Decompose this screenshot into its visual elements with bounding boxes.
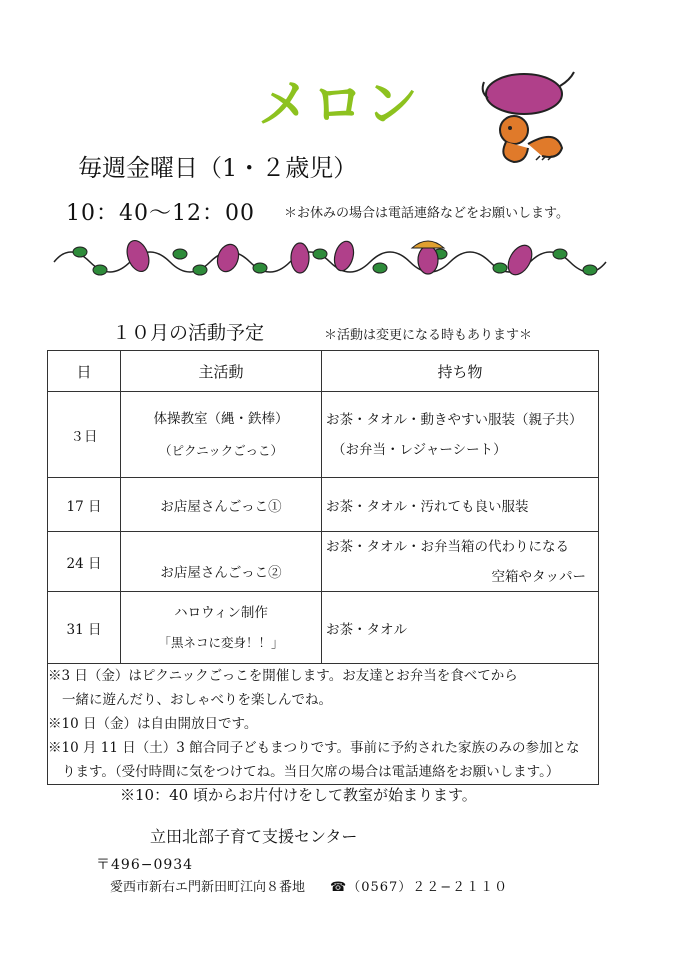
zip-code: 〒496−0934 [96,857,194,873]
row-activity [121,392,322,478]
activity-text: ハロウィン制作 [174,604,268,621]
activity-subtext: （ピクニックごっこ） [158,442,283,458]
squirrel-sweet-potato-illustration [478,68,578,168]
plan-note: ＊活動は変更になる時もあります＊ [324,328,533,343]
row-items [322,392,599,478]
items-subtext: （お弁当・レジャーシート） [332,441,507,458]
notes-cell [48,664,599,785]
row-items: お茶・タオル [322,592,599,664]
table-row [48,392,599,478]
schedule-table [47,350,599,785]
row-day: 17 日 [48,478,121,532]
time-range: 10：40〜12：00 [66,201,255,226]
items-subtext: 空箱やタッパー [491,568,586,585]
activity-text: 体操教室（縄・鉄棒） [153,410,289,427]
row-day: 31 日 [48,592,121,664]
note-line: ※3 日（金）はピクニックごっこを開催します。お友達とお弁当を食べてから [48,668,518,684]
absence-note: ＊お休みの場合は電話連絡などをお願いします。 [284,206,569,221]
phone-number: ☎（0567）２２−２１１０ [330,880,509,895]
table-notes-row [48,664,599,785]
page-title: メロン [257,75,420,135]
row-activity: お店屋さんごっこ② [121,532,322,592]
header-items: 持ち物 [322,351,599,392]
row-items [322,532,599,592]
closing-note: ※10：40 頃からお片付けをして教室が始まります。 [120,786,477,804]
subtitle: 毎週金曜日（1・２歳児） [78,154,358,182]
row-day: ３日 [48,392,121,478]
header-activity: 主活動 [121,351,322,392]
table-row [48,532,599,592]
note-line: ※10 日（金）は自由開放日です。 [48,716,258,732]
note-line: 一緒に遊んだり、おしゃべりを楽しんでね。 [62,692,332,708]
address: 愛西市新右エ門新田町江向８番地 [110,880,306,895]
table-row [48,592,599,664]
decorative-vine-border [50,232,610,286]
row-activity: お店屋さんごっこ① [121,478,322,532]
table-row [48,478,599,532]
note-line: ります。（受付時間に気をつけてね。当日欠席の場合は電話連絡をお願いします。） [62,764,560,780]
row-day: 24 日 [48,532,121,592]
table-header-row [48,351,599,392]
items-text: お茶・タオル・動きやすい服装（親子共） [326,411,583,428]
row-activity [121,592,322,664]
row-items: お茶・タオル・汚れても良い服装 [322,478,599,532]
items-text: お茶・タオル・お弁当箱の代わりになる [326,538,569,555]
plan-heading: １０月の活動予定 [112,322,265,344]
header-day: 日 [48,351,121,392]
note-line: ※10 月 11 日（土）3 館合同子どもまつりです。事前に予約された家族のみの参加とな [48,740,580,756]
activity-subtext: 「黒ネコに変身！！」 [158,634,284,650]
center-name: 立田北部子育て支援センター [150,827,358,846]
